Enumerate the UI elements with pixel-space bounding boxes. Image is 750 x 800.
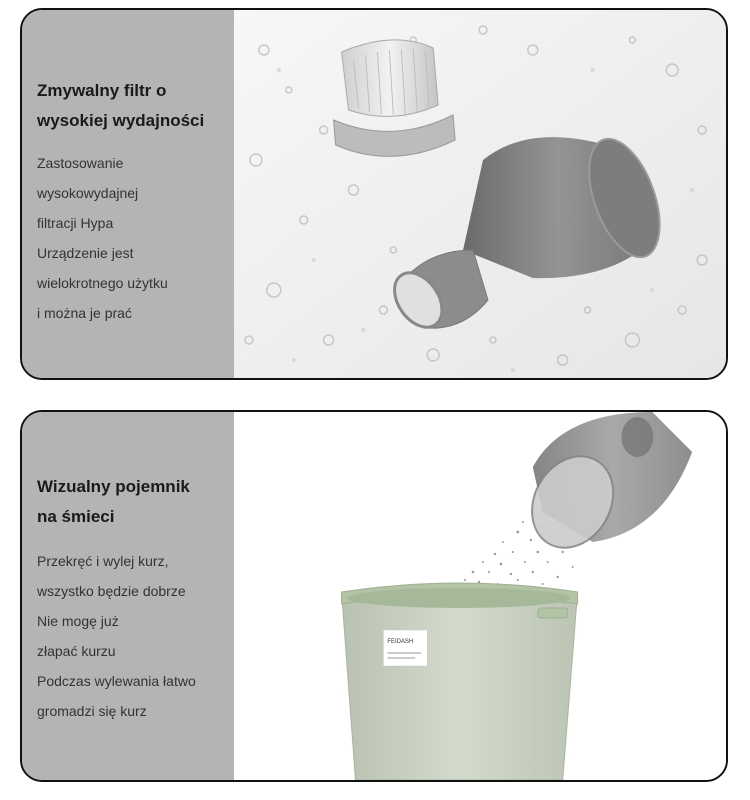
dust-bin-illustration [234,412,726,780]
description-line: filtracji Hypa [37,215,114,231]
description-line: wszystko będzie dobrze [37,583,186,599]
feature-heading-line: na śmieci [37,507,115,526]
feature-heading-line: Wizualny pojemnik [37,477,190,496]
description-line: Podczas wylewania łatwo [37,673,196,689]
description-line: Urządzenie jest [37,245,134,261]
description-line: Zastosowanie [37,155,124,171]
feature-card-dust-bin [20,410,728,782]
feature-heading [37,472,227,532]
dust-bin-emptying-image [234,412,726,780]
feature-heading-line: wysokiej wydajności [37,111,205,130]
description-line: złapać kurzu [37,643,116,659]
description-line: wysokowydajnej [37,185,139,201]
description-line: i można je prać [37,305,132,321]
feature-card-filter [20,8,728,380]
feature-heading-line: Zmywalny filtr o [37,81,167,100]
trash-bin [342,583,578,780]
description-line: gromadzi się kurz [37,703,147,719]
feature-description [37,148,227,328]
washable-filter-cup-image [234,10,726,378]
feature-text-panel [22,412,234,780]
feature-description [37,546,227,726]
description-line: Przekręć i wylej kurz, [37,553,169,569]
filter-illustration [234,10,726,378]
description-line: Nie mogę już [37,613,119,629]
feature-heading [37,76,227,136]
description-line: wielokrotnego użytku [37,275,168,291]
bin-logo: FEIDASH [387,638,414,646]
feature-text-panel [22,10,234,378]
